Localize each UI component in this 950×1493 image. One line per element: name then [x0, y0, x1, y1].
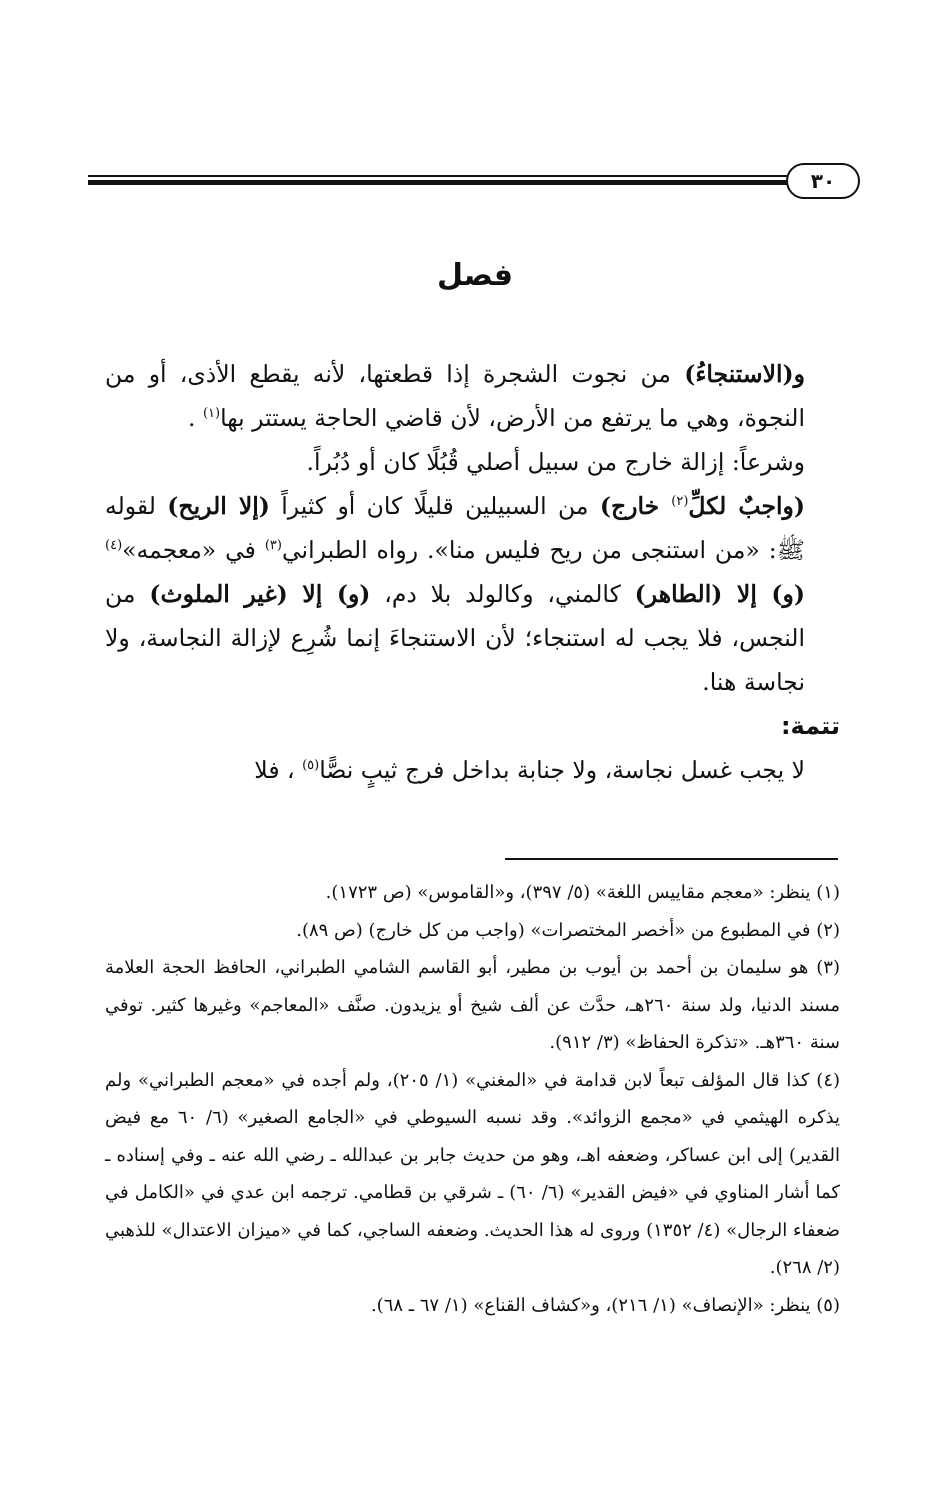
paragraph-ruling: (واجبٌ لكلِّ$^{(٢)}$ خارج) من السبيلين قليلًا كان أو كثيراً (إلا الريح) لقوله ﷺ: «من استنجى من ريح فليس منا». رواه الطبراني$^{(٣)}$ في «معجمه»$^{(٤)}$ (و) إلا (الطاهر) كالمني، وكالولد بلا دم، (و) إلا (غير الملوث) من النجس، فلا يجب له استنجاء؛ لأن الاستنجاءَ إنما شُرِع لإزالة النجاسة، ولا نجاسة هنا. — [105, 492, 805, 696]
page-header — [88, 163, 860, 203]
paragraph-definition: و(الاستنجاءُ) من نجوت الشجرة إذا قطعتها، لأنه يقطع الأذى، أو من النجوة، وهي ما يرتفع من الأرض، لأن قاضي الحاجة يستتر بها$^{(١)}$ . — [105, 360, 805, 432]
footnote-ref-2: (٢) — [671, 494, 689, 510]
footnote-1: (١) ينظر: «معجم مقاييس اللغة» (٥/ ٣٩٧)، و«القاموس» (ص ١٧٢٣). — [325, 882, 840, 903]
page-number: ٣٠ — [786, 163, 860, 199]
footnote-ref-5: (٥) — [302, 758, 320, 774]
footnote-separator — [505, 858, 838, 860]
footnote-ref-1: (١) — [202, 406, 221, 422]
paragraph-sharan: وشرعاً: إزالة خارج من سبيل أصلي قُبُلًا كان أو دُبُراً. — [306, 448, 805, 476]
header-rule-thick — [88, 180, 808, 185]
footnote-ref-4: (٤) — [105, 538, 123, 554]
footnote-ref-3: (٣) — [264, 538, 282, 554]
header-rule-thin — [88, 175, 808, 177]
body-text — [105, 352, 840, 792]
footnote-3: (٣) هو سليمان بن أحمد بن أيوب بن مطير، أبو القاسم الشامي الطبراني، الحافظ الحجة العلامة مسند الدنيا، ولد سنة ٢٦٠هـ، حدَّث عن ألف شيخ أو يزيدون. صنَّف «المعاجم» وغيرها كثير. توفي سنة ٣٦٠هـ. «تذكرة الحفاظ» (٣/ ٩١٢). — [105, 957, 840, 1053]
paragraph-tatimma: لا يجب غسل نجاسة، ولا جنابة بداخل فرج ثيبٍ نصًّا$^{(٥)}$ ، فلا — [254, 756, 805, 784]
term-istinja: و(الاستنجاءُ) — [684, 360, 805, 388]
footnote-5: (٥) ينظر: «الإنصاف» (١/ ٢١٦)، و«كشاف القناع» (١/ ٦٧ ـ ٦٨). — [370, 1294, 840, 1316]
footnote-4: (٤) كذا قال المؤلف تبعاً لابن قدامة في «المغني» (١/ ٢٠٥)، ولم أجده في «معجم الطبراني» ولم يذكره الهيثمي في «مجمع الزوائد». وقد نسبه السيوطي في «الجامع الصغير» (٦/ ٦٠ مع فيض القدير) إلى ابن عساكر، وضعفه اهـ، وهو من حديث جابر بن عبدالله ـ رضي الله عنه ـ وفي إسناده ـ كما أشار المناوي في «فيض القدير» (٦/ ٦٠) ـ شرقي بن قطامي. ترجمه ابن عدي في «الكامل في ضعفاء الرجال» (٤/ ١٣٥٢) وروى له هذا الحديث. وضعفه الساجي، كما في «ميزان الاعتدال» للذهبي (٢/ ٢٦٨). — [105, 1069, 841, 1278]
section-title: فصل — [437, 258, 513, 293]
footnote-2: (٢) في المطبوع من «أخصر المختصرات» (واجب من كل خارج) (ص ٨٩). — [296, 919, 840, 941]
subheading-tatimma: تتمة: — [780, 712, 840, 740]
footnotes — [105, 874, 840, 1324]
